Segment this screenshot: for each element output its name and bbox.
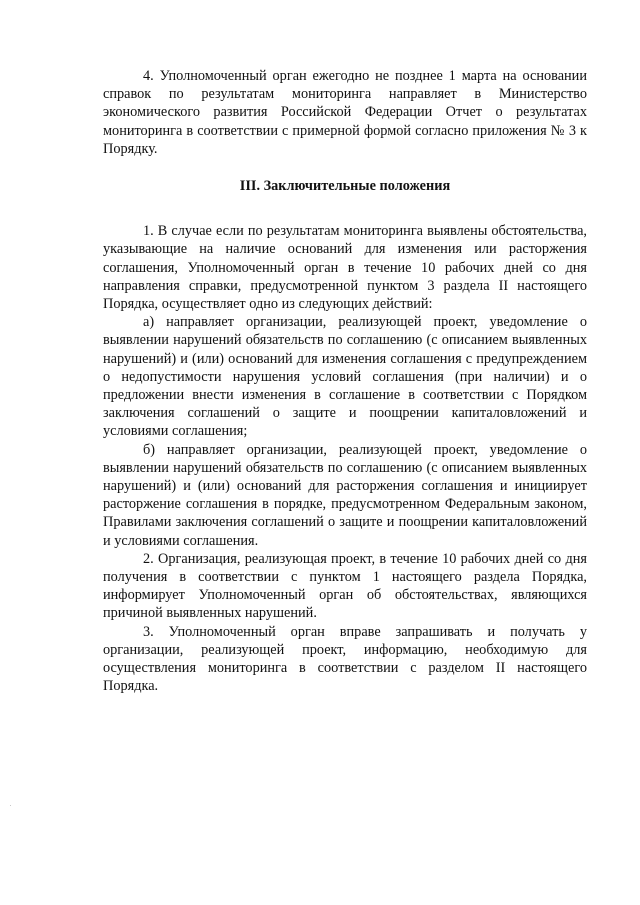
document-page: [103, 67, 587, 696]
paragraph-item-1: 1. В случае если по результатам мониторинга выявлены обстоятельства, указывающие на наличие оснований для изменения или расторжения соглашения, Уполномоченный орган в течение 10 рабочих дней со дня направления справки, предусмотренной пунктом 3 раздела II настоящего Порядка, осуществляет одно из следующих действий:: [103, 223, 587, 313]
paragraph-item-4: 4. Уполномоченный орган ежегодно не позднее 1 марта на основании справок по результатам мониторинга направляет в Министерство экономического развития Российской Федерации Отчет о результатах мониторинга в соответствии с примерной формой согласно приложения № 3 к Порядку.: [103, 68, 587, 157]
paragraph-subitem-a: а) направляет организации, реализующей проект, уведомление о выявлении нарушений обязательств по соглашению (с описанием выявленных нарушений) и (или) оснований для изменения соглашения с предупреждением о недопустимости нарушения условий соглашения (при наличии) и о предложении внести изменения в соглашение в соответствии с Порядком заключения соглашений о защите и поощрении капиталовложений и условиями соглашения;: [103, 314, 587, 440]
paragraph-item-2: 2. Организация, реализующая проект, в течение 10 рабочих дней со дня получения в соответствии с пунктом 1 настоящего раздела Порядка, информирует Уполномоченный орган об обстоятельствах, являющихся причиной выявленных нарушений.: [103, 550, 587, 622]
paragraph-subitem-b: б) направляет организации, реализующей проект, уведомление о выявлении нарушений обязательств по соглашению (с описанием выявленных нарушений) и (или) оснований для расторжения соглашения и инициирует расторжение соглашения в порядке, предусмотренном Федеральным законом, Правилами заключения соглашений о защите и поощрении капиталовложений и условиями соглашения.: [103, 441, 587, 549]
section-heading: III. Заключительные положения: [239, 178, 451, 195]
paragraph-item-3: 3. Уполномоченный орган вправе запрашивать и получать у организации, реализующей проект, информацию, необходимую для осуществления мониторинга в соответствии с разделом II настоящего Порядка.: [103, 623, 587, 695]
scan-speck: [10, 805, 11, 806]
